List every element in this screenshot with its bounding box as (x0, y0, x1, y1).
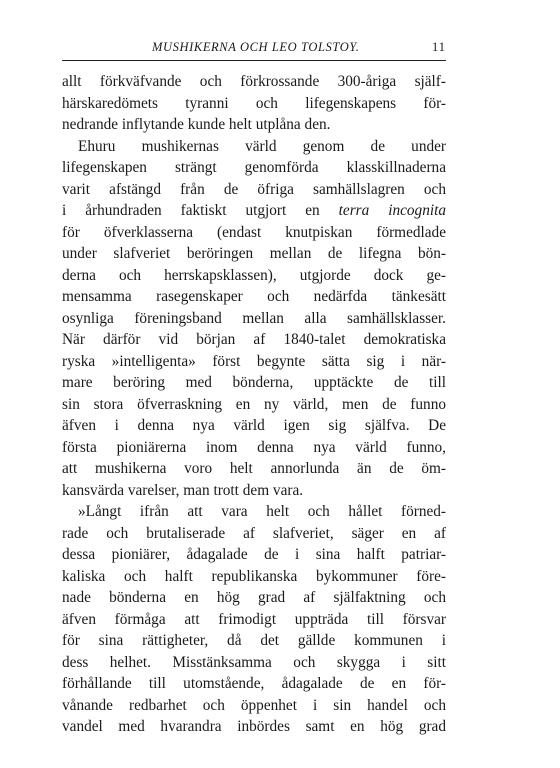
book-page (62, 38, 446, 738)
text-line: derna och herrskapsklassen), utgjorde dock ge- (62, 266, 446, 284)
text-line: nade bönderna en hög grad af själfaktning och (62, 589, 446, 606)
text-line: »Långt ifrån att vara helt och hållet förned- (78, 503, 446, 520)
text-line: kansvärda varelser, man trott dem vara. (62, 481, 304, 499)
running-title: MUSHIKERNA OCH LEO TOLSTOY. (152, 40, 360, 54)
text-line: varit afstängd från de öfriga samhällslagren och (62, 180, 446, 198)
text-line: i århundraden faktiskt utgjort en terra incognita (62, 202, 446, 219)
text-line: vånande redbarhet och öppenhet i sin handel och (62, 696, 446, 714)
text-line: Ehuru mushikernas värld genom de under (78, 137, 446, 155)
text-line: första pioniärerna inom denna nya värld funno, (62, 438, 446, 456)
text-line: lifegenskapen strängt genomförda klasskillnaderna (62, 159, 446, 176)
text-line: mensamma rasegenskaper och nedärfda tänkesätt (62, 288, 446, 305)
text-line: äfven förmåga att frimodigt uppträda till försvar (62, 610, 446, 628)
text-line: nedrande inflytande kunde helt utplåna den. (62, 116, 331, 133)
text-line: under slafveriet beröringen mellan de lifegna bön- (62, 245, 446, 262)
text-line: dess helhet. Misstänksamma och skygga i sitt (62, 653, 446, 671)
text-line: osynliga föreningsband mellan alla samhällsklasser. (62, 309, 446, 327)
text-line: att mushikerna voro helt annorlunda än de öm- (62, 460, 446, 477)
text-line: mare beröring med bönderna, upptäckte de till (62, 374, 446, 391)
text-line: äfven i denna nya värld igen sig själfva. De (62, 417, 446, 434)
running-head (62, 38, 446, 58)
text-line: ryska »intelligenta» först begynte sätta sig i när- (62, 352, 446, 370)
italic-phrase: terra incognita (338, 202, 446, 219)
text-line: rade och brutaliserade af slafveriet, säger en af (62, 524, 446, 542)
text-line: förhållande till utomstående, ådagalade de en för- (62, 675, 446, 692)
text-line: för öfverklasserna (endast knutpiskan förmedlade (62, 223, 446, 241)
text-line: dessa pioniärer, ådagalade de i sina halft patriar- (62, 546, 446, 563)
text-line: härskaredömets tyranni och lifegenskapens för- (62, 94, 446, 112)
text-line: allt förkväfvande och förkrossande 300-åriga själf- (62, 73, 446, 90)
text-line: vandel med hvarandra inbördes samt en hög grad (62, 718, 446, 735)
page-number: 11 (431, 40, 446, 54)
text-line: för sina rättigheter, då det gällde kommunen i (62, 632, 446, 649)
text-line: sin stora öfverraskning en ny värld, men de funno (62, 395, 446, 413)
text-line: kaliska och halft republikanska bykommuner före- (62, 567, 446, 585)
body-text (62, 71, 446, 738)
header-rule (62, 60, 446, 61)
text-line: När därför vid början af 1840-talet demokratiska (62, 331, 446, 348)
